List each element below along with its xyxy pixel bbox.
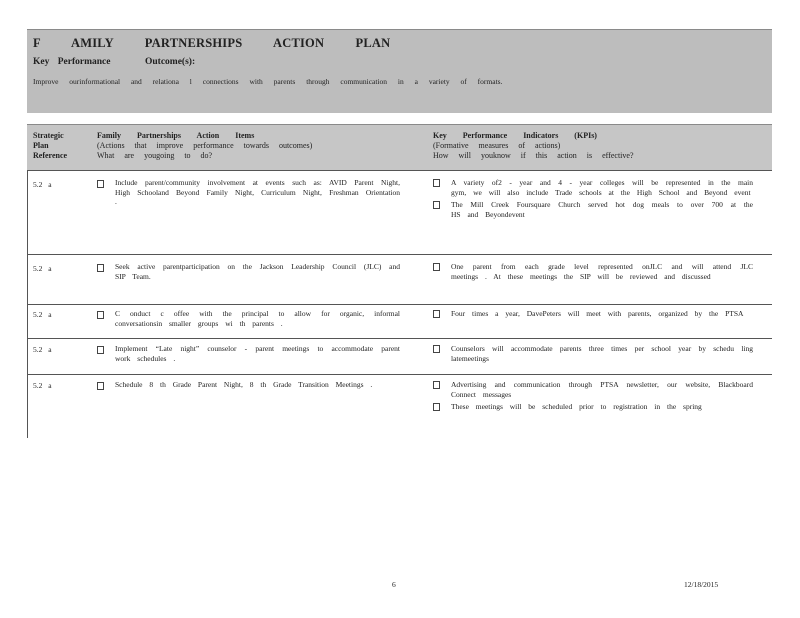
kpi-text: Four times a year, DavePeters will meet with parents, organized by the PTSA [451, 309, 744, 318]
table-header [27, 124, 772, 171]
kpi-item [433, 262, 753, 281]
kpi-list [433, 262, 753, 284]
row-ref: 5.2 a [33, 180, 52, 189]
row-ref: 5.2 a [33, 310, 52, 319]
document-title: F AMILY PARTNERSHIPS ACTION PLAN [33, 36, 391, 50]
checkbox-bullet-icon [433, 201, 440, 209]
row-divider [27, 338, 772, 339]
checkbox-bullet-icon [433, 381, 440, 389]
kpi-list [433, 309, 753, 322]
checkbox-bullet-icon [97, 311, 104, 319]
kpi-item [433, 309, 753, 319]
checkbox-bullet-icon [433, 179, 440, 187]
checkbox-bullet-icon [433, 310, 440, 318]
outcomes-label: Outcome(s): [145, 57, 196, 67]
checkbox-bullet-icon [433, 345, 440, 353]
checkbox-bullet-icon [97, 346, 104, 354]
action-item: Seek active parentparticipation on the Jackson Leadership Council (JLC) and SIP Team. [115, 262, 400, 281]
row-divider [27, 304, 772, 305]
header-kpi-sub1: (Formative measures of actions) [433, 141, 561, 150]
kpi-text: These meetings will be scheduled prior to registration in the spring [451, 402, 702, 411]
kpi-list [433, 178, 753, 222]
action-item: Include parent/community involvement at events such as: AVID Parent Night, High Schooland Beyond Family Night, Curriculum Night, Freshman Orientation . [115, 178, 400, 206]
row-ref: 5.2 a [33, 381, 52, 390]
checkbox-bullet-icon [433, 403, 440, 411]
kpi-text: One parent from each grade level represented onJLC and will attend JLC meetings . At these meetings the SIP will be reviewed and discussed [451, 262, 753, 281]
checkbox-bullet-icon [97, 264, 104, 272]
header-kpi-title: Key Performance Indicators (KPIs) [433, 131, 597, 140]
action-item: Schedule 8 th Grade Parent Night, 8 th Grade Transition Meetings . [115, 380, 373, 389]
table-row [27, 338, 772, 374]
kpi-text: The Mill Creek Foursquare Church served hot dog meals to over 700 at the HS and Beyondevent [451, 200, 753, 219]
kpi-item [433, 200, 753, 219]
checkbox-bullet-icon [97, 180, 104, 188]
kpi-item [433, 344, 753, 363]
header-ref-line1: Strategic [33, 131, 64, 140]
kpi-list [433, 344, 753, 366]
header-ref-line2: Plan [33, 141, 49, 150]
page-number: 6 [392, 580, 396, 589]
header-ref-line3: Reference [33, 151, 68, 160]
row-divider [27, 170, 772, 171]
kpi-item [433, 402, 753, 412]
outcome-text: Improve ourinformational and relationa l connections with parents through communication in a variety of formats. [33, 77, 503, 86]
action-item: C onduct c offee with the principal to allow for organic, informal conversationsin smaller groups wi th parents . [115, 309, 400, 328]
action-item: Implement “Late night” counselor - parent meetings to accommodate parent work schedules . [115, 344, 400, 363]
header-action-sub2: What are yougoing to do? [97, 151, 213, 160]
kpi-list [433, 380, 753, 415]
row-divider [27, 254, 772, 255]
kpi-text: Counselors will accommodate parents three times per school year by schedu ling latemeetings [451, 344, 753, 363]
kpi-item [433, 380, 753, 399]
table-row [27, 304, 772, 338]
kpi-text: Advertising and communication through PTSA newsletter, our website, Blackboard Connect messages [451, 380, 753, 399]
key-performance-label: Key Performance [33, 57, 111, 67]
kpi-item [433, 178, 753, 197]
row-ref: 5.2 a [33, 345, 52, 354]
header-action-title: Family Partnerships Action Items [97, 131, 255, 140]
checkbox-bullet-icon [433, 263, 440, 271]
header-kpi [433, 131, 733, 161]
plan-header [27, 29, 772, 113]
table-row [27, 170, 772, 254]
footer-date: 12/18/2015 [684, 580, 719, 589]
header-ref [33, 131, 67, 161]
header-action [97, 131, 397, 161]
kpi-text: A variety of2 - year and 4 - year colleges will be represented in the main gym, we will also include Trade schools at the High School and Beyond event [451, 178, 753, 197]
table-row [27, 374, 772, 438]
row-divider [27, 374, 772, 375]
row-ref: 5.2 a [33, 264, 52, 273]
table-row [27, 254, 772, 304]
checkbox-bullet-icon [97, 382, 104, 390]
header-action-sub1: (Actions that improve performance towards outcomes) [97, 141, 313, 150]
header-kpi-sub2: How will youknow if this action is effective? [433, 151, 634, 160]
